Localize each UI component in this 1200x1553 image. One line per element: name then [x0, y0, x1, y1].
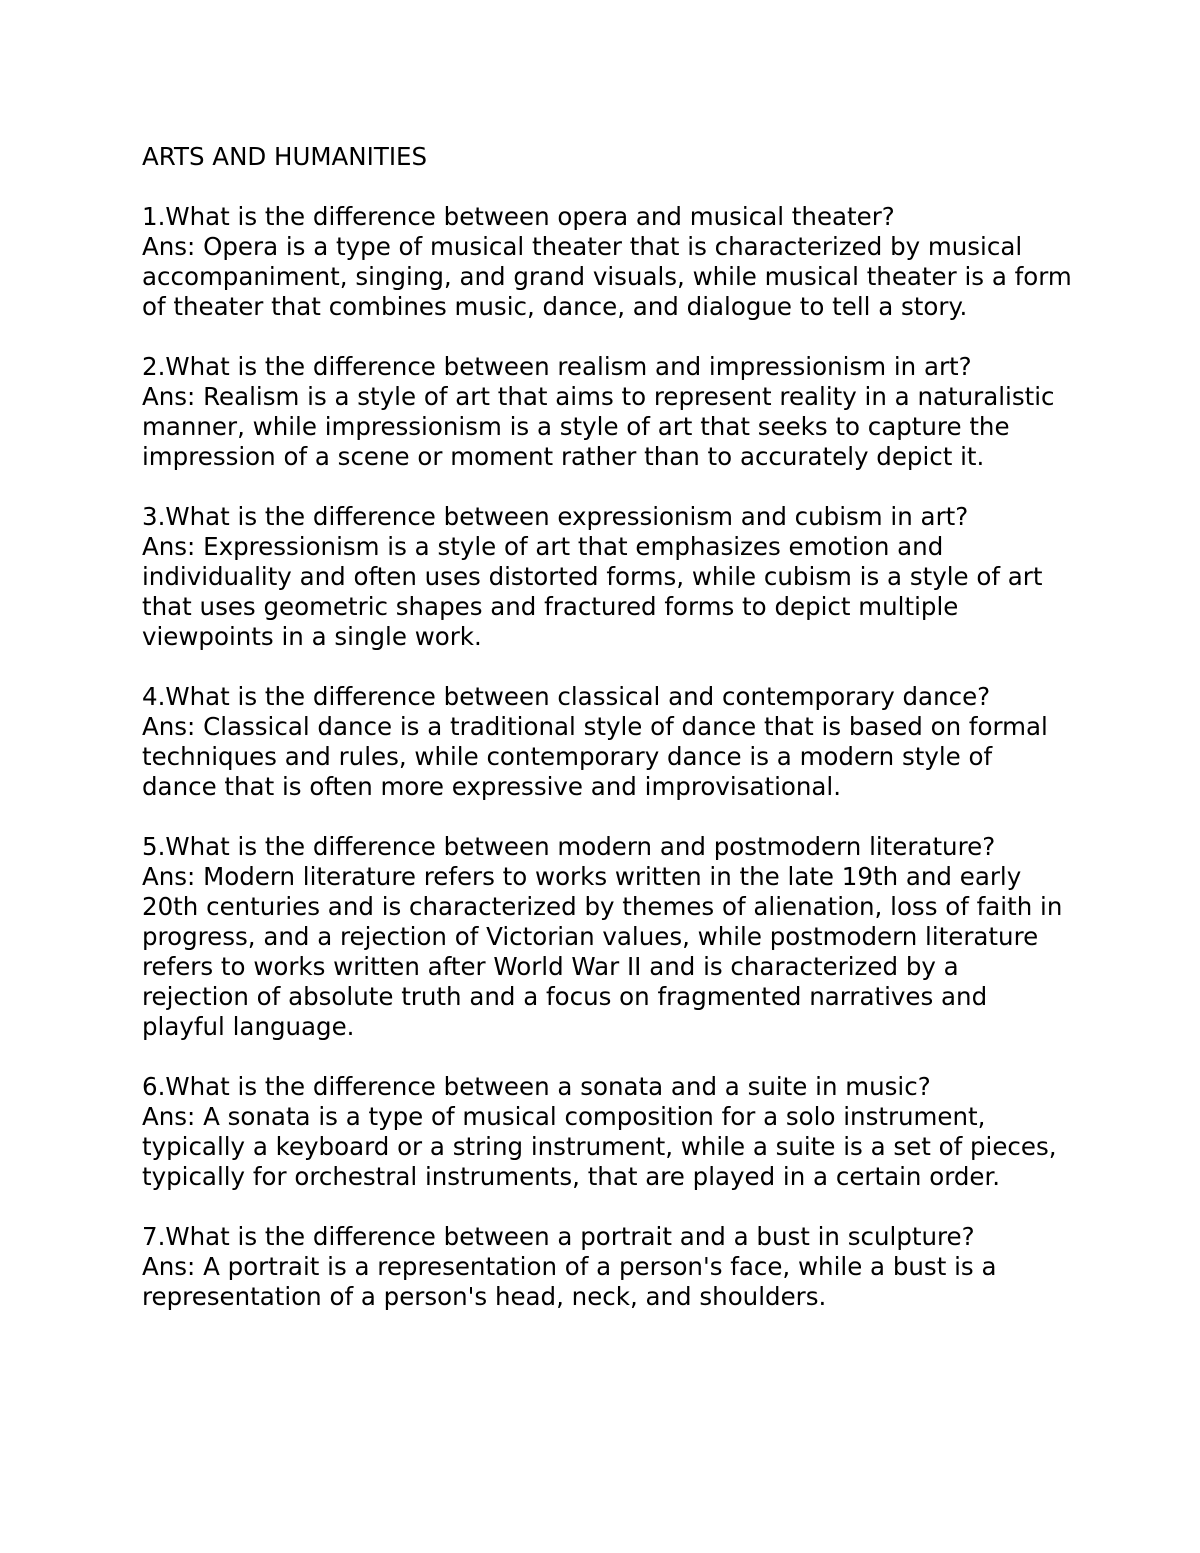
document-title: ARTS AND HUMANITIES: [142, 142, 428, 171]
answer-text: Ans: Modern literature refers to works written in the late 19th and early 20th centuries and is characterized by themes of alienation, loss of faith in progress, and a rejection of Victorian values, while postmodern literature refers to works written after World War II and is characterized by a rejection of absolute truth and a focus on fragmented narratives and playful language.: [142, 862, 1063, 1041]
answer-text: Ans: A portrait is a representation of a person's face, while a bust is a representation of a person's head, neck, and shoulders.: [142, 1252, 997, 1311]
question-text: 5.What is the difference between modern and postmodern literature?: [142, 832, 996, 861]
question-text: 3.What is the difference between expressionism and cubism in art?: [142, 502, 969, 531]
question-text: 6.What is the difference between a sonata and a suite in music?: [142, 1072, 931, 1101]
answer-text: Ans: Realism is a style of art that aims to represent reality in a naturalistic manner, while impressionism is a style of art that seeks to capture the impression of a scene or moment rather than to accurately depict it.: [142, 382, 1055, 471]
qa-item: [142, 502, 1072, 652]
question-text: 7.What is the difference between a portrait and a bust in sculpture?: [142, 1222, 975, 1251]
qa-item: [142, 682, 1072, 802]
qa-item: [142, 1072, 1072, 1192]
qa-item: [142, 832, 1072, 1042]
answer-text: Ans: A sonata is a type of musical composition for a solo instrument, typically a keyboard or a string instrument, while a suite is a set of pieces, typically for orchestral instruments, that are played in a certain order.: [142, 1102, 1057, 1191]
qa-item: [142, 352, 1072, 472]
answer-text: Ans: Opera is a type of musical theater that is characterized by musical accompaniment, singing, and grand visuals, while musical theater is a form of theater that combines music, dance, and dialogue to tell a story.: [142, 232, 1072, 321]
answer-text: Ans: Classical dance is a traditional style of dance that is based on formal techniques and rules, while contemporary dance is a modern style of dance that is often more expressive and improvisational.: [142, 712, 1048, 801]
question-text: 4.What is the difference between classical and contemporary dance?: [142, 682, 991, 711]
qa-item: [142, 202, 1072, 322]
qa-item: [142, 1222, 1072, 1312]
question-text: 2.What is the difference between realism and impressionism in art?: [142, 352, 972, 381]
question-text: 1.What is the difference between opera and musical theater?: [142, 202, 895, 231]
document-body: [142, 142, 1072, 1312]
answer-text: Ans: Expressionism is a style of art that emphasizes emotion and individuality and often uses distorted forms, while cubism is a style of art that uses geometric shapes and fractured forms to depict multiple viewpoints in a single work.: [142, 532, 1043, 651]
